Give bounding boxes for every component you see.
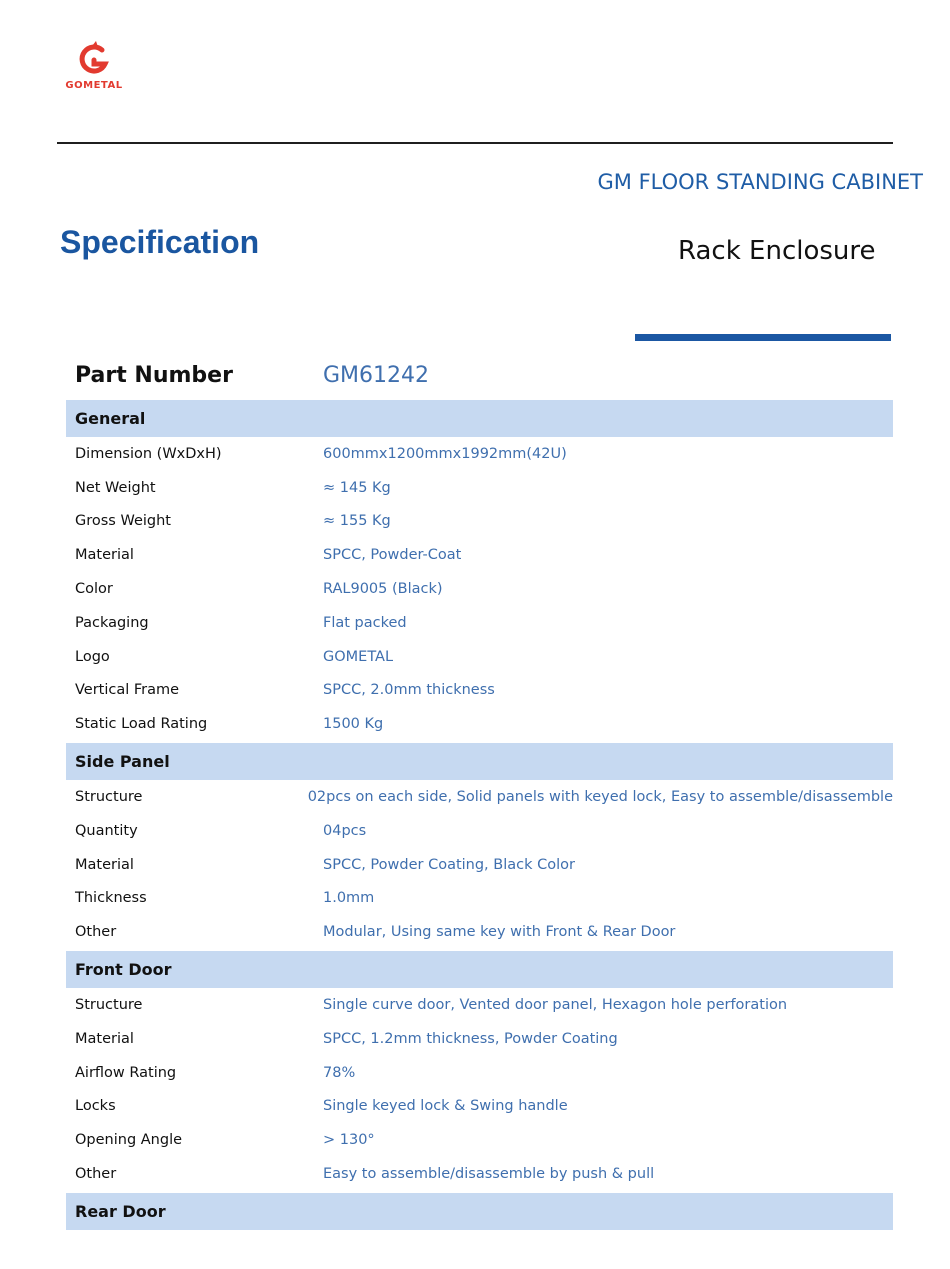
table-row bbox=[66, 538, 893, 572]
table-row bbox=[66, 640, 893, 674]
row-value: Single curve door, Vented door panel, Hexagon hole perforation bbox=[323, 997, 788, 1014]
row-key: Net Weight bbox=[75, 479, 156, 496]
table-row bbox=[66, 674, 893, 708]
section-header-front-door: Front Door bbox=[66, 951, 893, 988]
part-number-value: GM61242 bbox=[323, 362, 430, 388]
document-title: GM FLOOR STANDING CABINET bbox=[597, 170, 923, 194]
row-key: Thickness bbox=[75, 890, 147, 907]
row-value: 04pcs bbox=[323, 822, 367, 839]
row-key: Color bbox=[75, 581, 113, 598]
row-value: 02pcs on each side, Solid panels with keyed lock, Easy to assemble/disassemble bbox=[307, 789, 893, 806]
section-header-rear-door: Rear Door bbox=[66, 1193, 893, 1230]
row-key: Structure bbox=[75, 997, 143, 1014]
row-value: ≈ 155 Kg bbox=[323, 513, 391, 530]
table-row bbox=[66, 505, 893, 539]
table-row bbox=[66, 915, 893, 949]
accent-bar bbox=[635, 334, 891, 341]
table-row bbox=[66, 1123, 893, 1157]
gometal-logo bbox=[58, 40, 130, 96]
row-value: RAL9005 (Black) bbox=[323, 581, 443, 598]
row-value: SPCC, 1.2mm thickness, Powder Coating bbox=[323, 1030, 618, 1047]
header-divider bbox=[57, 142, 893, 144]
row-value: 1500 Kg bbox=[323, 716, 384, 733]
row-value: Single keyed lock & Swing handle bbox=[323, 1098, 568, 1115]
table-row bbox=[66, 848, 893, 882]
row-value: Flat packed bbox=[323, 614, 407, 631]
table-row bbox=[66, 572, 893, 606]
row-value: SPCC, 2.0mm thickness bbox=[323, 682, 495, 699]
row-key: Vertical Frame bbox=[75, 682, 180, 699]
table-row bbox=[66, 1022, 893, 1056]
row-key: Packaging bbox=[75, 614, 149, 631]
section-header-side-panel: Side Panel bbox=[66, 743, 893, 780]
section-header-general: General bbox=[66, 400, 893, 437]
table-row bbox=[66, 988, 893, 1022]
row-key: Other bbox=[75, 1166, 117, 1183]
table-row bbox=[66, 437, 893, 471]
product-subtitle: Rack Enclosure bbox=[678, 236, 876, 266]
table-row bbox=[66, 882, 893, 916]
row-value: Easy to assemble/disassemble by push & pull bbox=[323, 1166, 655, 1183]
table-row bbox=[66, 780, 893, 814]
row-key: Material bbox=[75, 547, 134, 564]
table-row bbox=[66, 471, 893, 505]
part-number-row bbox=[66, 352, 893, 398]
part-number-label: Part Number bbox=[75, 362, 233, 388]
gometal-logo-mark-icon bbox=[58, 40, 130, 80]
row-value: 600mmx1200mmx1992mm(42U) bbox=[323, 445, 567, 462]
row-value: SPCC, Powder Coating, Black Color bbox=[323, 856, 575, 873]
row-key: Airflow Rating bbox=[75, 1064, 177, 1081]
row-key: Material bbox=[75, 856, 134, 873]
row-key: Material bbox=[75, 1030, 134, 1047]
row-value: 1.0mm bbox=[323, 890, 375, 907]
table-row bbox=[66, 1056, 893, 1090]
row-key: Dimension (WxDxH) bbox=[75, 445, 222, 462]
table-row bbox=[66, 707, 893, 741]
row-value: > 130° bbox=[323, 1132, 375, 1149]
row-value: Modular, Using same key with Front & Rear Door bbox=[323, 924, 676, 941]
row-value: 78% bbox=[323, 1064, 356, 1081]
row-key: Opening Angle bbox=[75, 1132, 183, 1149]
row-key: Quantity bbox=[75, 822, 138, 839]
row-key: Locks bbox=[75, 1098, 116, 1115]
row-value: ≈ 145 Kg bbox=[323, 479, 391, 496]
table-row bbox=[66, 1090, 893, 1124]
row-value: SPCC, Powder-Coat bbox=[323, 547, 462, 564]
spec-table bbox=[66, 352, 893, 1230]
logo-wordmark: GOMETAL bbox=[65, 80, 123, 91]
row-value: GOMETAL bbox=[323, 648, 394, 665]
row-key: Logo bbox=[75, 648, 110, 665]
row-key: Static Load Rating bbox=[75, 716, 208, 733]
table-row bbox=[66, 814, 893, 848]
table-row bbox=[66, 606, 893, 640]
specification-heading: Specification bbox=[60, 224, 260, 260]
row-key: Structure bbox=[75, 789, 143, 806]
table-row bbox=[66, 1157, 893, 1191]
row-key: Other bbox=[75, 924, 117, 941]
row-key: Gross Weight bbox=[75, 513, 171, 530]
